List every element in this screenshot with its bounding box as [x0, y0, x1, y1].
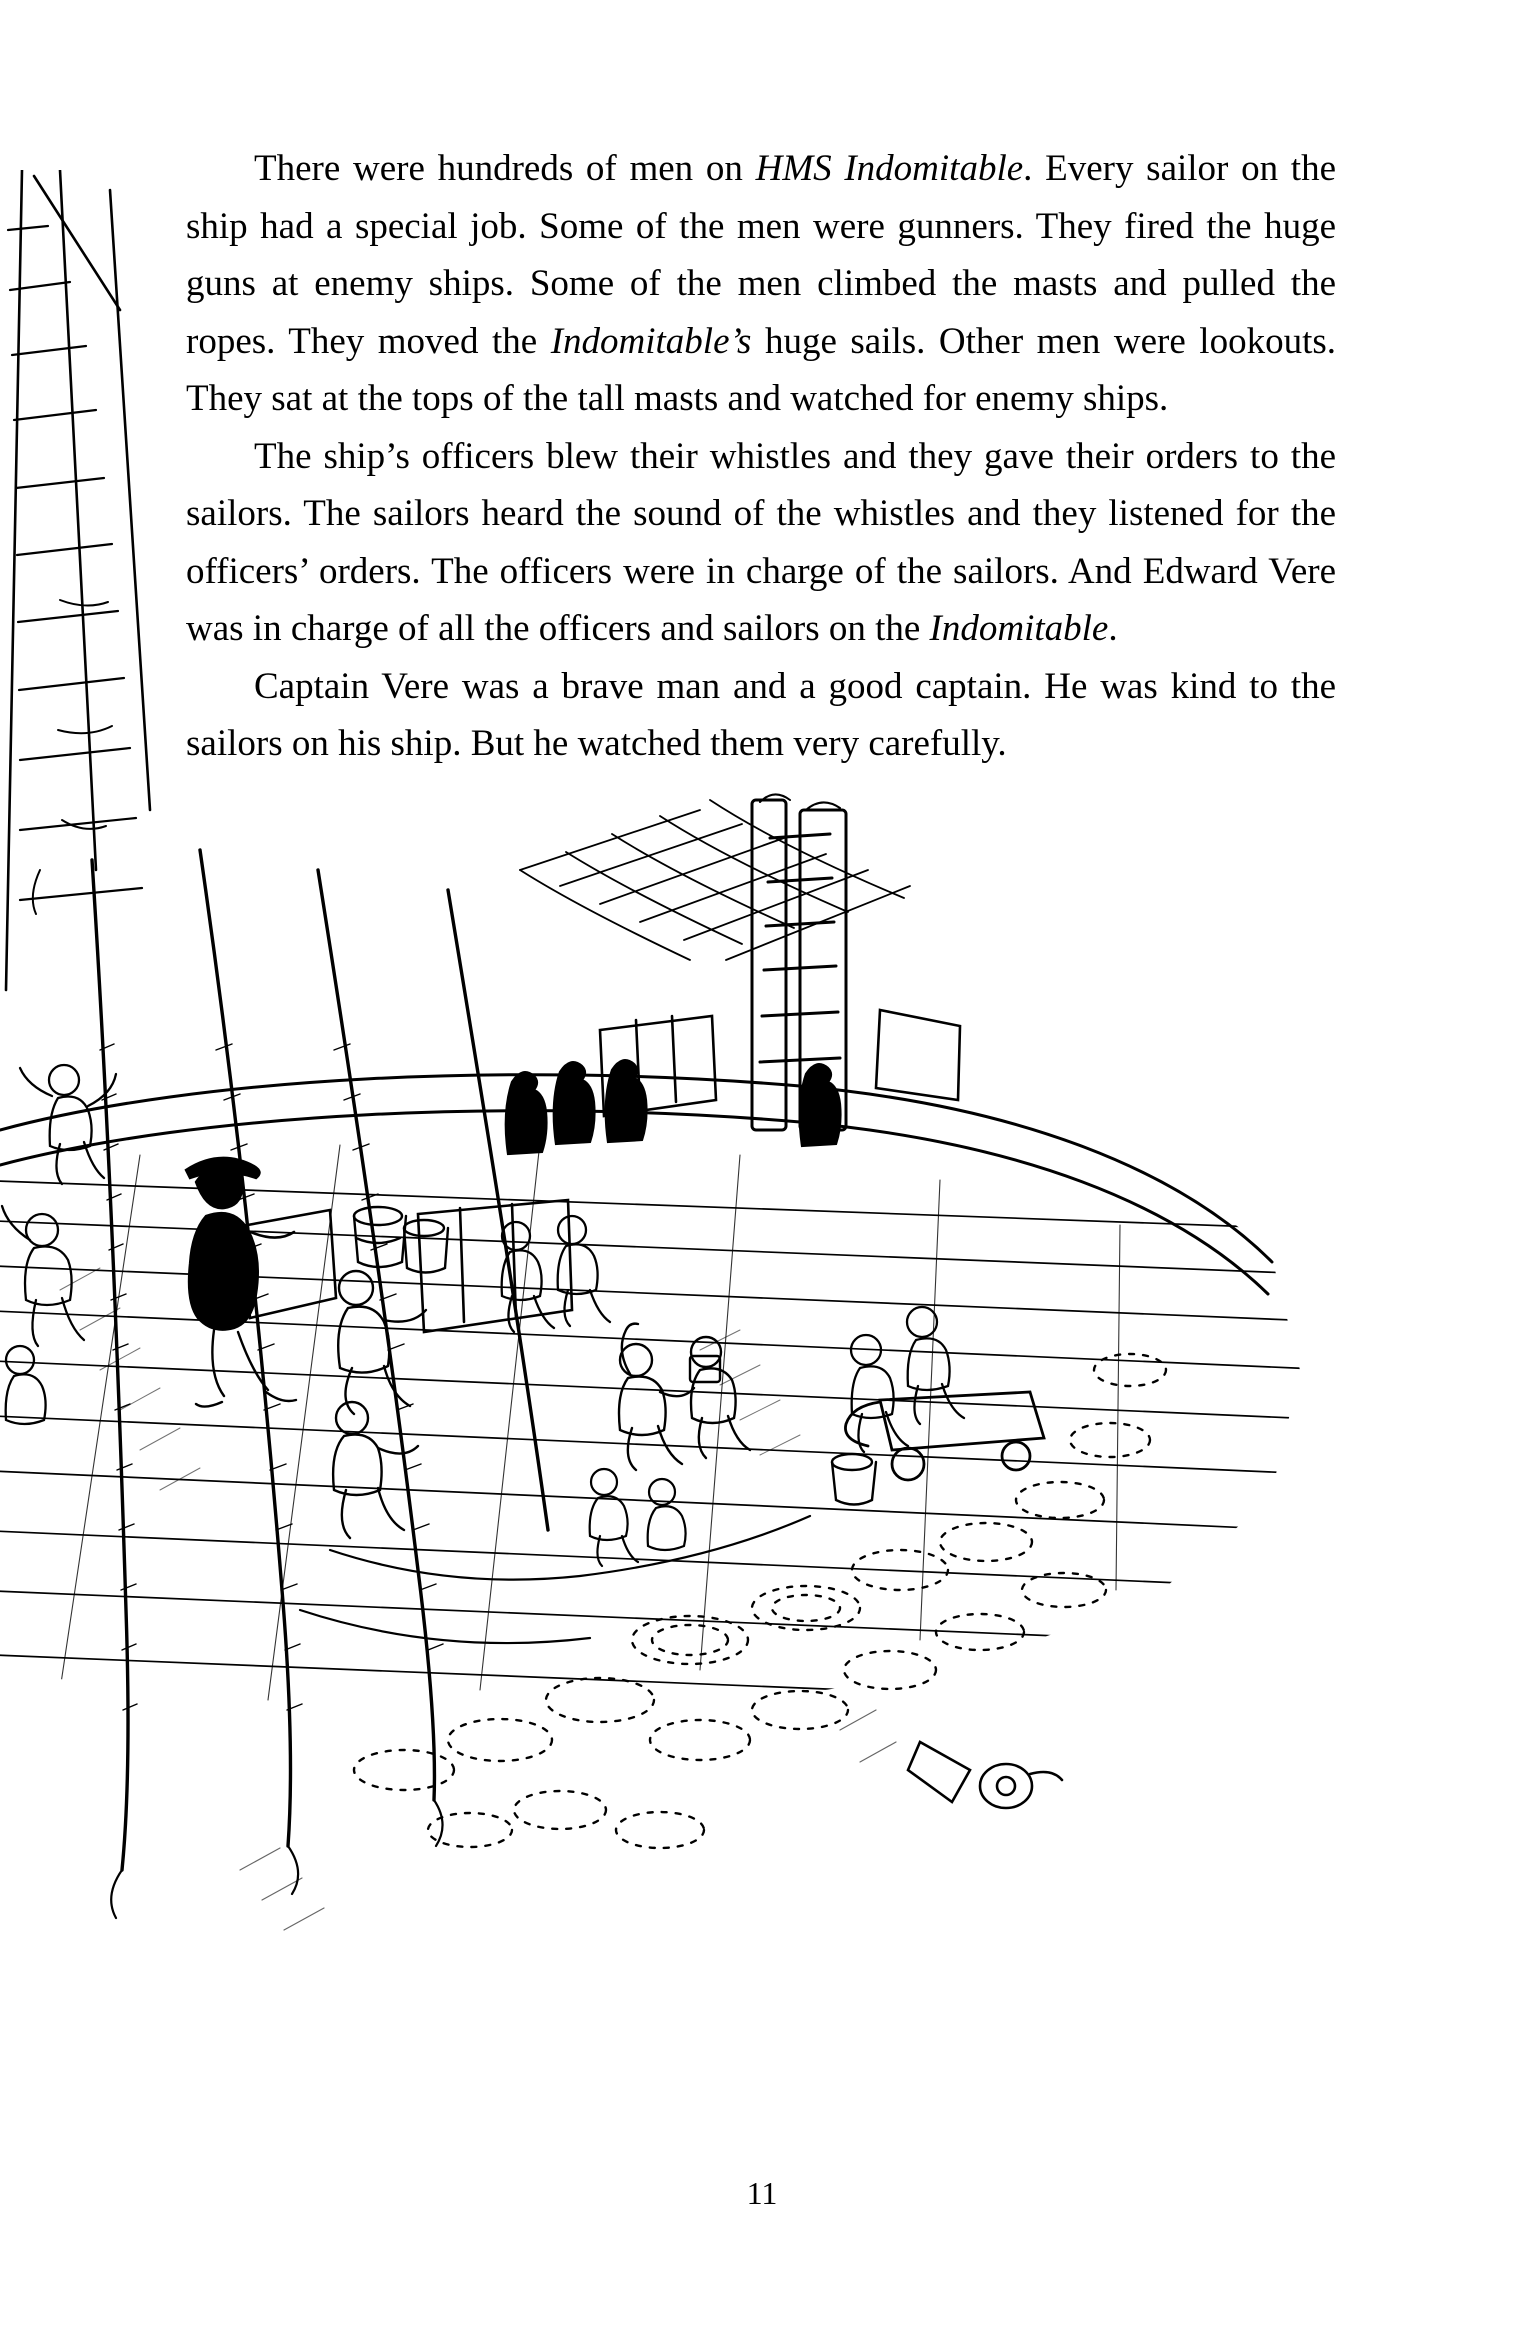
page-number: 11: [746, 2175, 778, 2211]
paragraph-2: The ship’s officers blew their whistles and they gave their orders to the sailors. The sailors heard the sound of the whistles and they listened for the officers’ orders. The officers were in charge of the sailors. And Edward Vere was in charge of all the officers and sailors on the Indomitable.: [186, 435, 1336, 650]
paragraph-1: There were hundreds of men on HMS Indomitable. Every sailor on the ship had a special job. Some of the men were gunners. They fired the huge guns at enemy ships. Some of the men climbed the masts and pulled the ropes. They moved the Indomitable’s huge sails. Other men were lookouts. They sat at the tops of the tall masts and watched for enemy ships.: [186, 148, 1336, 420]
body-text: [186, 140, 1336, 773]
paragraph-3: Captain Vere was a brave man and a good captain. He was kind to the sailors on his ship. But he watched them very carefully.: [186, 665, 1336, 765]
